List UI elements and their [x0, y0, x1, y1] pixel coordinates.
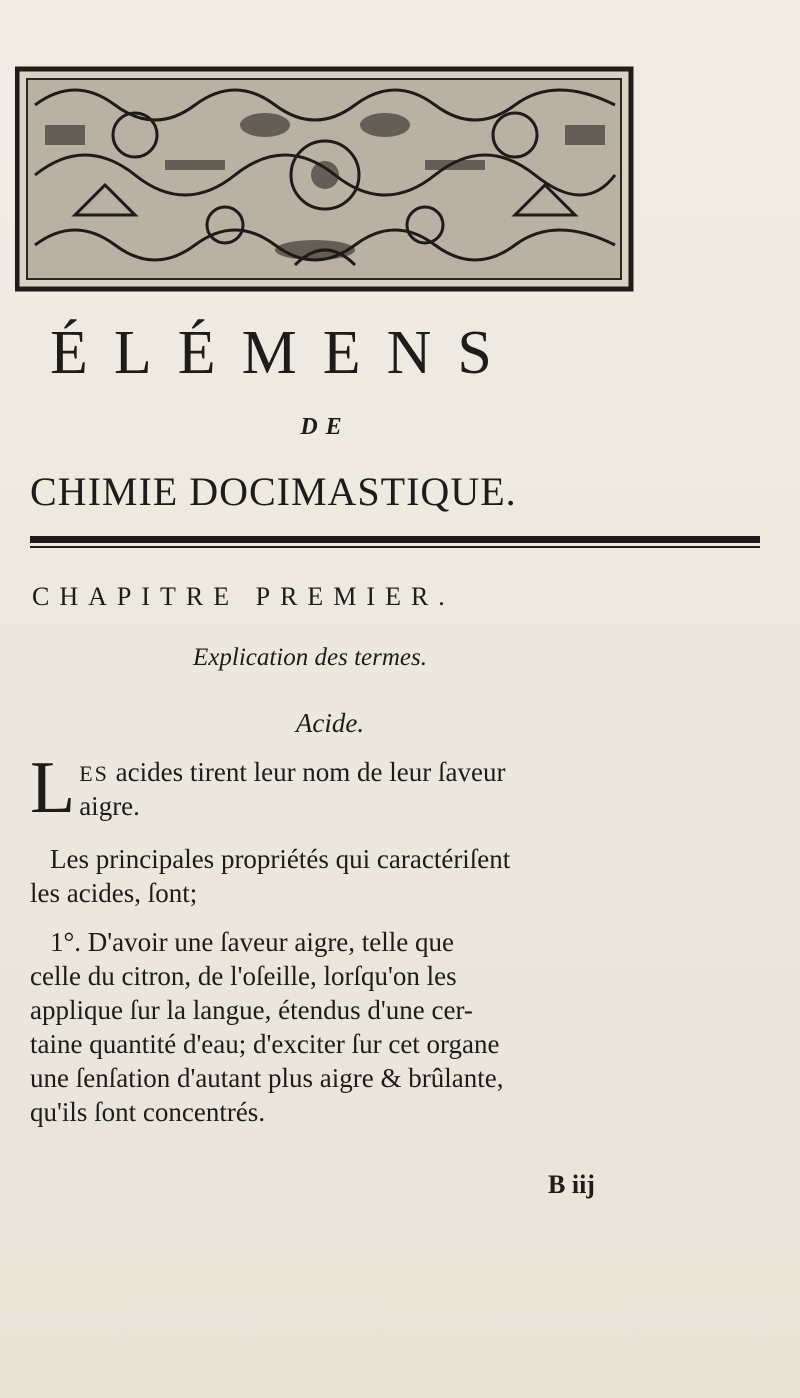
chapter-heading: CHAPITRE PREMIER.	[32, 582, 455, 611]
paragraph-2-line-1: Les principales propriétés qui caractériſent	[50, 844, 511, 874]
paragraph-3-line-5: une ſenſation d'autant plus aigre & brûlante,	[30, 1063, 504, 1093]
paragraph-2-line-2: les acides, ſont;	[30, 878, 198, 908]
small-caps-text: ES	[79, 761, 109, 786]
paragraph-1-line-1	[30, 756, 765, 790]
title-de: DE	[300, 414, 350, 440]
paragraph-3-line-3: applique ſur la langue, étendus d'une cer-	[30, 995, 473, 1025]
paragraph-2	[30, 842, 765, 910]
explication-heading: Explication des termes.	[193, 644, 427, 671]
title-rule-divider	[30, 534, 760, 556]
paragraph-1-line-1-rest: acides tirent leur nom de leur ſaveur	[108, 757, 506, 787]
paragraph-3-line-6: qu'ils ſont concentrés.	[30, 1097, 266, 1127]
paragraph-3-line-4: taine quantité d'eau; d'exciter ſur cet organe	[30, 1029, 500, 1059]
title-subtitle: CHIMIE DOCIMASTIQUE.	[30, 469, 517, 514]
paragraph-3-line-2: celle du citron, de l'oſeille, lorſqu'on les	[30, 961, 457, 991]
paragraph-1-line-2: aigre.	[79, 791, 140, 821]
paragraph-3	[30, 925, 770, 1129]
section-heading: Acide.	[295, 708, 365, 738]
ornamental-headpiece	[15, 65, 635, 293]
paragraph-1	[30, 747, 765, 829]
drop-cap: L	[30, 747, 76, 829]
title-main: ÉLÉMENS	[50, 319, 518, 387]
signature-mark: B iij	[548, 1170, 595, 1199]
paragraph-3-line-1: 1°. D'avoir une ſaveur aigre, telle que	[50, 927, 454, 957]
